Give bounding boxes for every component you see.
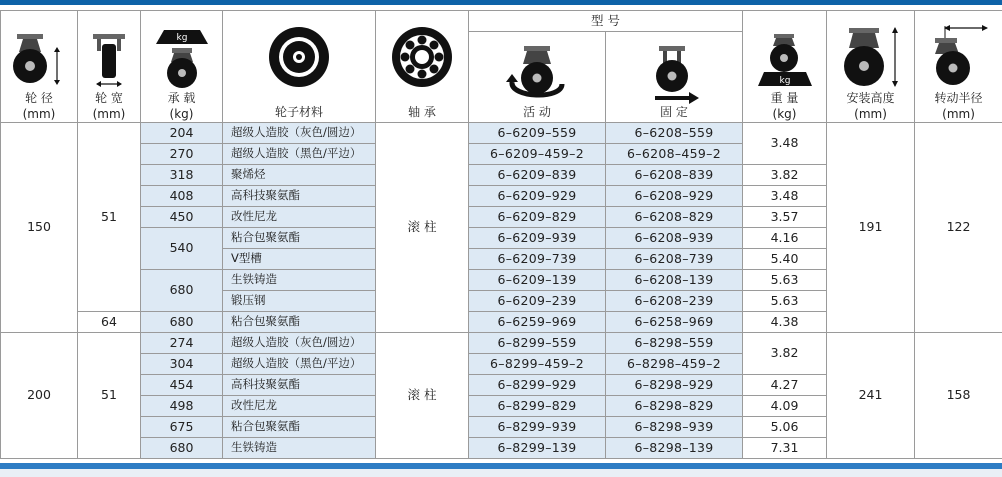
fixed-model-cell: 6–8298–829 xyxy=(606,396,743,417)
fixed-model-cell: 6–6208–239 xyxy=(606,291,743,312)
swivel-model-cell: 6–6209–939 xyxy=(469,228,606,249)
wheel-material-icon xyxy=(264,22,334,92)
weight-cell: 3.48 xyxy=(743,123,827,165)
swivel-model-cell: 6–8299–939 xyxy=(469,417,606,438)
wheel-width-icon xyxy=(87,30,131,90)
material-cell: 改性尼龙 xyxy=(223,396,376,417)
fixed-model-cell: 6–8298–459–2 xyxy=(606,354,743,375)
header-bearing xyxy=(376,11,469,123)
weight-cell: 5.63 xyxy=(743,270,827,291)
load-cell: 274 xyxy=(141,333,223,354)
swivel-model-cell: 6–6209–739 xyxy=(469,249,606,270)
load-cell: 675 xyxy=(141,417,223,438)
header-load xyxy=(141,11,223,123)
fixed-model-cell: 6–6208–459–2 xyxy=(606,144,743,165)
swivel-model-cell: 6–6209–929 xyxy=(469,186,606,207)
material-cell: 生铁铸造 xyxy=(223,438,376,459)
header-weight xyxy=(743,11,827,123)
height-unit: (mm) xyxy=(854,107,887,122)
material-cell: 超级人造胶（灰色/圆边） xyxy=(223,333,376,354)
width-cell: 51 xyxy=(78,123,141,312)
wheel-width-label: 轮 宽 xyxy=(95,91,123,106)
fixed-model-cell: 6–8298–929 xyxy=(606,375,743,396)
load-cell: 270 xyxy=(141,144,223,165)
load-cell: 450 xyxy=(141,207,223,228)
caster-weight-icon xyxy=(754,28,816,90)
caster-spec-table xyxy=(0,10,1002,459)
wheel-width-unit: (mm) xyxy=(92,107,126,122)
fixed-label: 固 定 xyxy=(660,105,688,120)
fixed-model-cell: 6–6208–139 xyxy=(606,270,743,291)
roller-bearing-icon xyxy=(389,24,455,90)
wheel-diameter-icon xyxy=(9,30,69,90)
fixed-model-cell: 6–8298–939 xyxy=(606,417,743,438)
bearing-label: 轴 承 xyxy=(408,105,436,120)
weight-label: 重 量 xyxy=(770,91,799,106)
wheel-diameter-label: 轮 径 xyxy=(25,91,53,106)
fixed-model-cell: 6–6208–559 xyxy=(606,123,743,144)
swivel-model-cell: 6–6209–829 xyxy=(469,207,606,228)
swivel-model-cell: 6–8299–929 xyxy=(469,375,606,396)
diameter-cell: 150 xyxy=(1,123,78,333)
load-cell: 680 xyxy=(141,270,223,312)
weight-cell: 4.27 xyxy=(743,375,827,396)
fixed-caster-icon xyxy=(639,44,709,104)
height-cell: 191 xyxy=(827,123,915,333)
radius-cell: 158 xyxy=(915,333,1002,459)
load-cell: 680 xyxy=(141,438,223,459)
material-cell: 超级人造胶（黑色/平边） xyxy=(223,144,376,165)
load-cell: 408 xyxy=(141,186,223,207)
swivel-model-cell: 6–6209–139 xyxy=(469,270,606,291)
swivel-model-cell: 6–6259–969 xyxy=(469,312,606,333)
header-radius xyxy=(915,11,1002,123)
width-cell: 64 xyxy=(78,312,141,333)
weight-cell: 4.16 xyxy=(743,228,827,249)
header-row xyxy=(1,11,1002,32)
table-row xyxy=(1,123,1002,144)
weight-cell: 3.48 xyxy=(743,186,827,207)
weight-cell: 5.40 xyxy=(743,249,827,270)
weight-cell: 3.82 xyxy=(743,333,827,375)
header-model xyxy=(469,11,743,32)
load-unit: (kg) xyxy=(169,107,194,122)
mounting-height-icon xyxy=(835,24,907,90)
top-accent-bar xyxy=(0,0,1002,5)
load-cell: 540 xyxy=(141,228,223,270)
material-cell: 高科技聚氨酯 xyxy=(223,186,376,207)
swivel-model-cell: 6–8299–559 xyxy=(469,333,606,354)
weight-icon-text: kg xyxy=(779,76,790,87)
load-weight-icon xyxy=(150,28,214,90)
load-cell: 680 xyxy=(141,312,223,333)
material-cell: 锻压钢 xyxy=(223,291,376,312)
fixed-model-cell: 6–6208–939 xyxy=(606,228,743,249)
weight-cell: 3.57 xyxy=(743,207,827,228)
fixed-model-cell: 6–6208–829 xyxy=(606,207,743,228)
material-cell: 超级人造胶（黑色/平边） xyxy=(223,354,376,375)
weight-unit: (kg) xyxy=(772,107,797,122)
material-cell: 高科技聚氨酯 xyxy=(223,375,376,396)
bearing-cell: 滚 柱 xyxy=(376,123,469,333)
width-cell: 51 xyxy=(78,333,141,459)
weight-cell: 5.06 xyxy=(743,417,827,438)
header-swivel xyxy=(469,32,606,123)
radius-cell: 122 xyxy=(915,123,1002,333)
fixed-model-cell: 6–8298–559 xyxy=(606,333,743,354)
swivel-radius-icon xyxy=(923,24,995,90)
load-cell: 304 xyxy=(141,354,223,375)
material-cell: 粘合包聚氨酯 xyxy=(223,312,376,333)
swivel-caster-icon xyxy=(502,44,572,104)
header-wheel-width xyxy=(78,11,141,123)
load-cell: 498 xyxy=(141,396,223,417)
height-cell: 241 xyxy=(827,333,915,459)
swivel-model-cell: 6–6209–839 xyxy=(469,165,606,186)
fixed-model-cell: 6–6258–969 xyxy=(606,312,743,333)
swivel-model-cell: 6–8299–829 xyxy=(469,396,606,417)
weight-cell: 5.63 xyxy=(743,291,827,312)
header-material xyxy=(223,11,376,123)
table-row xyxy=(1,333,1002,354)
weight-cell: 4.09 xyxy=(743,396,827,417)
material-cell: 聚烯烃 xyxy=(223,165,376,186)
bottom-strip xyxy=(0,469,1002,477)
weight-cell: 7.31 xyxy=(743,438,827,459)
load-cell: 204 xyxy=(141,123,223,144)
swivel-model-cell: 6–6209–459–2 xyxy=(469,144,606,165)
fixed-model-cell: 6–8298–139 xyxy=(606,438,743,459)
swivel-label: 活 动 xyxy=(523,105,551,120)
swivel-model-cell: 6–6209–559 xyxy=(469,123,606,144)
material-cell: V型槽 xyxy=(223,249,376,270)
header-wheel-diameter xyxy=(1,11,78,123)
model-label: 型 号 xyxy=(591,12,620,28)
material-cell: 生铁铸造 xyxy=(223,270,376,291)
swivel-model-cell: 6–8299–139 xyxy=(469,438,606,459)
diameter-cell: 200 xyxy=(1,333,78,459)
material-cell: 粘合包聚氨酯 xyxy=(223,228,376,249)
material-cell: 改性尼龙 xyxy=(223,207,376,228)
load-icon-text: kg xyxy=(176,33,187,44)
swivel-model-cell: 6–6209–239 xyxy=(469,291,606,312)
material-cell: 粘合包聚氨酯 xyxy=(223,417,376,438)
load-cell: 318 xyxy=(141,165,223,186)
fixed-model-cell: 6–6208–739 xyxy=(606,249,743,270)
height-label: 安装高度 xyxy=(846,91,895,106)
load-label: 承 载 xyxy=(167,91,196,106)
table-body xyxy=(1,123,1002,459)
weight-cell: 3.82 xyxy=(743,165,827,186)
weight-cell: 4.38 xyxy=(743,312,827,333)
swivel-model-cell: 6–8299–459–2 xyxy=(469,354,606,375)
header-height xyxy=(827,11,915,123)
radius-unit: (mm) xyxy=(942,107,975,122)
wheel-diameter-unit: (mm) xyxy=(22,107,56,122)
bearing-cell: 滚 柱 xyxy=(376,333,469,459)
header-fixed xyxy=(606,32,743,123)
material-label: 轮子材料 xyxy=(274,105,323,120)
material-cell: 超级人造胶（灰色/圆边） xyxy=(223,123,376,144)
radius-label: 转动半径 xyxy=(934,91,983,106)
fixed-model-cell: 6–6208–929 xyxy=(606,186,743,207)
fixed-model-cell: 6–6208–839 xyxy=(606,165,743,186)
load-cell: 454 xyxy=(141,375,223,396)
